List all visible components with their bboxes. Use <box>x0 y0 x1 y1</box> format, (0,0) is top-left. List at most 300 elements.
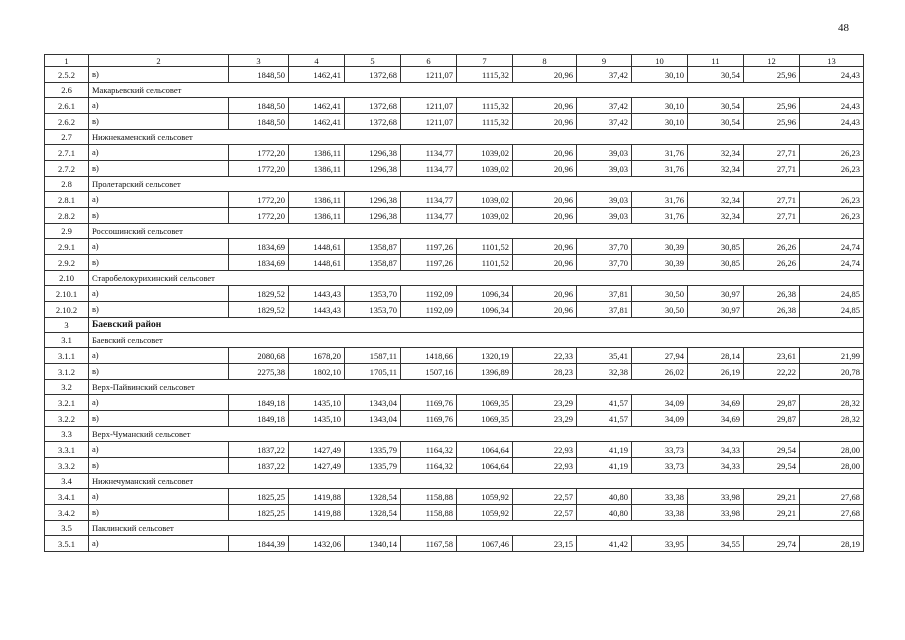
value-cell: 1448,61 <box>289 255 345 271</box>
value-cell: 34,33 <box>688 458 744 474</box>
row-code-cell: 3.1 <box>45 333 89 348</box>
value-cell: 1802,10 <box>289 364 345 380</box>
value-cell: 26,26 <box>744 239 800 255</box>
value-cell: 1772,20 <box>229 145 289 161</box>
row-mark-cell: а) <box>89 395 229 411</box>
row-code-cell: 2.6 <box>45 83 89 98</box>
row-code-cell: 3.1.2 <box>45 364 89 380</box>
column-number-cell: 9 <box>577 55 632 67</box>
value-cell: 2275,38 <box>229 364 289 380</box>
value-cell: 1848,50 <box>229 114 289 130</box>
value-cell: 1134,77 <box>401 161 457 177</box>
subheader-row <box>45 130 864 145</box>
table-row <box>45 505 864 521</box>
value-cell: 34,09 <box>632 395 688 411</box>
value-cell: 1419,88 <box>289 505 345 521</box>
value-cell: 37,42 <box>577 67 632 83</box>
value-cell: 31,76 <box>632 145 688 161</box>
row-mark-cell: в) <box>89 302 229 318</box>
value-cell: 1064,64 <box>457 458 513 474</box>
value-cell: 1069,35 <box>457 395 513 411</box>
row-code-cell: 2.8.1 <box>45 192 89 208</box>
value-cell: 37,81 <box>577 286 632 302</box>
council-title: Россошинский сельсовет <box>89 224 864 239</box>
value-cell: 33,38 <box>632 505 688 521</box>
value-cell: 23,61 <box>744 348 800 364</box>
value-cell: 20,96 <box>513 192 577 208</box>
subheader-row <box>45 427 864 442</box>
value-cell: 20,96 <box>513 208 577 224</box>
value-cell: 26,26 <box>744 255 800 271</box>
table-row <box>45 442 864 458</box>
value-cell: 1443,43 <box>289 302 345 318</box>
value-cell: 29,21 <box>744 489 800 505</box>
value-cell: 1825,25 <box>229 505 289 521</box>
value-cell: 1211,07 <box>401 114 457 130</box>
row-code-cell: 3.5 <box>45 521 89 536</box>
row-code-cell: 3.1.1 <box>45 348 89 364</box>
value-cell: 1039,02 <box>457 161 513 177</box>
value-cell: 30,50 <box>632 302 688 318</box>
value-cell: 34,09 <box>632 411 688 427</box>
value-cell: 24,74 <box>800 255 864 271</box>
column-number-cell: 12 <box>744 55 800 67</box>
table-row <box>45 161 864 177</box>
row-code-cell: 3.4.1 <box>45 489 89 505</box>
table-row <box>45 114 864 130</box>
column-number-cell: 8 <box>513 55 577 67</box>
value-cell: 32,38 <box>577 364 632 380</box>
row-mark-cell: а) <box>89 239 229 255</box>
value-cell: 25,96 <box>744 114 800 130</box>
value-cell: 1039,02 <box>457 145 513 161</box>
value-cell: 20,96 <box>513 239 577 255</box>
value-cell: 27,71 <box>744 145 800 161</box>
row-code-cell: 3.2.2 <box>45 411 89 427</box>
value-cell: 33,98 <box>688 489 744 505</box>
value-cell: 40,80 <box>577 489 632 505</box>
table-row <box>45 364 864 380</box>
column-number-cell: 5 <box>345 55 401 67</box>
value-cell: 1158,88 <box>401 489 457 505</box>
value-cell: 22,57 <box>513 489 577 505</box>
value-cell: 34,69 <box>688 395 744 411</box>
value-cell: 2080,68 <box>229 348 289 364</box>
value-cell: 30,10 <box>632 67 688 83</box>
value-cell: 28,32 <box>800 411 864 427</box>
value-cell: 1462,41 <box>289 114 345 130</box>
row-code-cell: 2.9.2 <box>45 255 89 271</box>
value-cell: 41,57 <box>577 395 632 411</box>
value-cell: 20,96 <box>513 255 577 271</box>
value-cell: 32,34 <box>688 161 744 177</box>
value-cell: 1386,11 <box>289 208 345 224</box>
value-cell: 30,54 <box>688 98 744 114</box>
value-cell: 1435,10 <box>289 395 345 411</box>
value-cell: 1419,88 <box>289 489 345 505</box>
value-cell: 26,23 <box>800 145 864 161</box>
subheader-row <box>45 177 864 192</box>
row-code-cell: 2.8.2 <box>45 208 89 224</box>
value-cell: 1848,50 <box>229 98 289 114</box>
value-cell: 41,57 <box>577 411 632 427</box>
value-cell: 1211,07 <box>401 98 457 114</box>
council-title: Пролетарский сельсовет <box>89 177 864 192</box>
value-cell: 30,97 <box>688 302 744 318</box>
row-mark-cell: а) <box>89 192 229 208</box>
value-cell: 1059,92 <box>457 505 513 521</box>
value-cell: 26,23 <box>800 192 864 208</box>
value-cell: 37,70 <box>577 239 632 255</box>
row-code-cell: 2.7.2 <box>45 161 89 177</box>
value-cell: 22,93 <box>513 442 577 458</box>
value-cell: 34,69 <box>688 411 744 427</box>
value-cell: 1192,09 <box>401 286 457 302</box>
value-cell: 39,03 <box>577 145 632 161</box>
column-number-cell: 1 <box>45 55 89 67</box>
value-cell: 23,29 <box>513 395 577 411</box>
row-mark-cell: в) <box>89 67 229 83</box>
council-title: Верх-Чуманский сельсовет <box>89 427 864 442</box>
value-cell: 29,21 <box>744 505 800 521</box>
value-cell: 1134,77 <box>401 208 457 224</box>
column-number-row <box>45 55 864 67</box>
row-code-cell: 3.4 <box>45 474 89 489</box>
value-cell: 20,96 <box>513 98 577 114</box>
value-cell: 1825,25 <box>229 489 289 505</box>
value-cell: 1134,77 <box>401 192 457 208</box>
value-cell: 1386,11 <box>289 161 345 177</box>
value-cell: 28,00 <box>800 442 864 458</box>
value-cell: 26,23 <box>800 208 864 224</box>
column-number-cell: 7 <box>457 55 513 67</box>
table-row <box>45 395 864 411</box>
value-cell: 28,32 <box>800 395 864 411</box>
row-mark-cell: а) <box>89 98 229 114</box>
value-cell: 20,96 <box>513 67 577 83</box>
value-cell: 1448,61 <box>289 239 345 255</box>
value-cell: 1197,26 <box>401 239 457 255</box>
value-cell: 41,19 <box>577 442 632 458</box>
value-cell: 1158,88 <box>401 505 457 521</box>
value-cell: 1320,19 <box>457 348 513 364</box>
value-cell: 22,57 <box>513 505 577 521</box>
value-cell: 26,19 <box>688 364 744 380</box>
value-cell: 35,41 <box>577 348 632 364</box>
value-cell: 29,54 <box>744 458 800 474</box>
value-cell: 24,43 <box>800 98 864 114</box>
row-code-cell: 2.9.1 <box>45 239 89 255</box>
value-cell: 30,39 <box>632 239 688 255</box>
row-code-cell: 2.10.2 <box>45 302 89 318</box>
value-cell: 1335,79 <box>345 442 401 458</box>
value-cell: 1372,68 <box>345 98 401 114</box>
value-cell: 33,95 <box>632 536 688 552</box>
value-cell: 1443,43 <box>289 286 345 302</box>
row-mark-cell: в) <box>89 255 229 271</box>
row-mark-cell: а) <box>89 348 229 364</box>
value-cell: 1169,76 <box>401 411 457 427</box>
subheader-row <box>45 474 864 489</box>
row-code-cell: 2.8 <box>45 177 89 192</box>
column-number-cell: 11 <box>688 55 744 67</box>
value-cell: 1059,92 <box>457 489 513 505</box>
value-cell: 1164,32 <box>401 458 457 474</box>
column-number-cell: 3 <box>229 55 289 67</box>
value-cell: 1386,11 <box>289 192 345 208</box>
value-cell: 1169,76 <box>401 395 457 411</box>
row-mark-cell: в) <box>89 208 229 224</box>
value-cell: 26,02 <box>632 364 688 380</box>
table-row <box>45 348 864 364</box>
council-title: Верх-Пайвинский сельсовет <box>89 380 864 395</box>
value-cell: 1039,02 <box>457 208 513 224</box>
value-cell: 37,81 <box>577 302 632 318</box>
column-number-cell: 13 <box>800 55 864 67</box>
table-row <box>45 239 864 255</box>
row-code-cell: 2.9 <box>45 224 89 239</box>
row-code-cell: 3.3.1 <box>45 442 89 458</box>
value-cell: 28,23 <box>513 364 577 380</box>
value-cell: 1396,89 <box>457 364 513 380</box>
value-cell: 1772,20 <box>229 161 289 177</box>
value-cell: 20,96 <box>513 145 577 161</box>
value-cell: 1328,54 <box>345 489 401 505</box>
value-cell: 40,80 <box>577 505 632 521</box>
row-code-cell: 2.10.1 <box>45 286 89 302</box>
value-cell: 1064,64 <box>457 442 513 458</box>
row-code-cell: 3 <box>45 318 89 333</box>
row-code-cell: 3.3 <box>45 427 89 442</box>
value-cell: 29,87 <box>744 411 800 427</box>
value-cell: 1353,70 <box>345 302 401 318</box>
row-mark-cell: а) <box>89 536 229 552</box>
value-cell: 1358,87 <box>345 255 401 271</box>
value-cell: 1829,52 <box>229 286 289 302</box>
value-cell: 27,71 <box>744 192 800 208</box>
value-cell: 1705,11 <box>345 364 401 380</box>
value-cell: 1772,20 <box>229 192 289 208</box>
column-number-cell: 6 <box>401 55 457 67</box>
subheader-row <box>45 521 864 536</box>
value-cell: 28,14 <box>688 348 744 364</box>
value-cell: 1834,69 <box>229 255 289 271</box>
row-mark-cell: в) <box>89 114 229 130</box>
table-row <box>45 208 864 224</box>
value-cell: 1343,04 <box>345 411 401 427</box>
value-cell: 1067,46 <box>457 536 513 552</box>
value-cell: 39,03 <box>577 192 632 208</box>
value-cell: 1101,52 <box>457 239 513 255</box>
value-cell: 39,03 <box>577 161 632 177</box>
value-cell: 1115,32 <box>457 98 513 114</box>
value-cell: 1358,87 <box>345 239 401 255</box>
row-code-cell: 3.5.1 <box>45 536 89 552</box>
value-cell: 1069,35 <box>457 411 513 427</box>
row-mark-cell: в) <box>89 458 229 474</box>
value-cell: 1837,22 <box>229 458 289 474</box>
value-cell: 1772,20 <box>229 208 289 224</box>
value-cell: 30,54 <box>688 114 744 130</box>
value-cell: 1386,11 <box>289 145 345 161</box>
value-cell: 37,42 <box>577 98 632 114</box>
row-code-cell: 2.7 <box>45 130 89 145</box>
row-mark-cell: в) <box>89 411 229 427</box>
value-cell: 33,73 <box>632 458 688 474</box>
table-row <box>45 145 864 161</box>
subheader-row <box>45 271 864 286</box>
value-cell: 24,43 <box>800 67 864 83</box>
value-cell: 30,10 <box>632 98 688 114</box>
row-mark-cell: а) <box>89 145 229 161</box>
value-cell: 37,70 <box>577 255 632 271</box>
value-cell: 1372,68 <box>345 67 401 83</box>
row-mark-cell: а) <box>89 286 229 302</box>
table-header <box>45 55 864 67</box>
value-cell: 1343,04 <box>345 395 401 411</box>
row-code-cell: 2.10 <box>45 271 89 286</box>
value-cell: 1296,38 <box>345 192 401 208</box>
value-cell: 1849,18 <box>229 395 289 411</box>
value-cell: 1192,09 <box>401 302 457 318</box>
value-cell: 1115,32 <box>457 67 513 83</box>
row-mark-cell: в) <box>89 505 229 521</box>
value-cell: 1418,66 <box>401 348 457 364</box>
district-title: Баевский район <box>89 318 864 333</box>
value-cell: 24,74 <box>800 239 864 255</box>
value-cell: 1837,22 <box>229 442 289 458</box>
column-number-cell: 10 <box>632 55 688 67</box>
value-cell: 1296,38 <box>345 145 401 161</box>
value-cell: 1296,38 <box>345 208 401 224</box>
value-cell: 34,55 <box>688 536 744 552</box>
value-cell: 1849,18 <box>229 411 289 427</box>
value-cell: 20,78 <box>800 364 864 380</box>
value-cell: 23,29 <box>513 411 577 427</box>
value-cell: 33,38 <box>632 489 688 505</box>
table-row <box>45 302 864 318</box>
value-cell: 25,96 <box>744 98 800 114</box>
value-cell: 1829,52 <box>229 302 289 318</box>
subheader-row <box>45 333 864 348</box>
subheader-row <box>45 83 864 98</box>
district-header-row <box>45 318 864 333</box>
table-row <box>45 458 864 474</box>
value-cell: 32,34 <box>688 208 744 224</box>
value-cell: 31,76 <box>632 192 688 208</box>
value-cell: 37,42 <box>577 114 632 130</box>
value-cell: 33,73 <box>632 442 688 458</box>
value-cell: 1167,58 <box>401 536 457 552</box>
value-cell: 32,34 <box>688 192 744 208</box>
value-cell: 1435,10 <box>289 411 345 427</box>
value-cell: 28,00 <box>800 458 864 474</box>
value-cell: 26,23 <box>800 161 864 177</box>
value-cell: 1462,41 <box>289 98 345 114</box>
value-cell: 1039,02 <box>457 192 513 208</box>
value-cell: 22,33 <box>513 348 577 364</box>
value-cell: 41,42 <box>577 536 632 552</box>
value-cell: 1372,68 <box>345 114 401 130</box>
value-cell: 27,71 <box>744 208 800 224</box>
row-code-cell: 3.3.2 <box>45 458 89 474</box>
value-cell: 1096,34 <box>457 286 513 302</box>
row-mark-cell: а) <box>89 489 229 505</box>
table-row <box>45 192 864 208</box>
row-code-cell: 2.5.2 <box>45 67 89 83</box>
data-table <box>44 54 864 552</box>
value-cell: 23,15 <box>513 536 577 552</box>
value-cell: 30,39 <box>632 255 688 271</box>
table-row <box>45 98 864 114</box>
council-title: Нижнекаменский сельсовет <box>89 130 864 145</box>
council-title: Баевский сельсовет <box>89 333 864 348</box>
council-title: Старобелокурихинский сельсовет <box>89 271 864 286</box>
value-cell: 27,71 <box>744 161 800 177</box>
value-cell: 30,10 <box>632 114 688 130</box>
value-cell: 1340,14 <box>345 536 401 552</box>
table-row <box>45 411 864 427</box>
table-row <box>45 255 864 271</box>
value-cell: 25,96 <box>744 67 800 83</box>
value-cell: 22,93 <box>513 458 577 474</box>
table-body <box>45 67 864 552</box>
value-cell: 41,19 <box>577 458 632 474</box>
value-cell: 1848,50 <box>229 67 289 83</box>
row-code-cell: 3.4.2 <box>45 505 89 521</box>
value-cell: 33,98 <box>688 505 744 521</box>
table-row <box>45 489 864 505</box>
value-cell: 30,85 <box>688 255 744 271</box>
row-mark-cell: в) <box>89 161 229 177</box>
value-cell: 24,85 <box>800 286 864 302</box>
value-cell: 1678,20 <box>289 348 345 364</box>
table-row <box>45 536 864 552</box>
subheader-row <box>45 224 864 239</box>
value-cell: 1101,52 <box>457 255 513 271</box>
row-code-cell: 3.2 <box>45 380 89 395</box>
value-cell: 30,97 <box>688 286 744 302</box>
value-cell: 1507,16 <box>401 364 457 380</box>
value-cell: 1844,39 <box>229 536 289 552</box>
value-cell: 26,38 <box>744 286 800 302</box>
value-cell: 29,87 <box>744 395 800 411</box>
value-cell: 29,54 <box>744 442 800 458</box>
value-cell: 31,76 <box>632 208 688 224</box>
value-cell: 1115,32 <box>457 114 513 130</box>
value-cell: 1587,11 <box>345 348 401 364</box>
value-cell: 22,22 <box>744 364 800 380</box>
column-number-cell: 4 <box>289 55 345 67</box>
row-mark-cell: в) <box>89 364 229 380</box>
council-title: Нижнечуманский сельсовет <box>89 474 864 489</box>
value-cell: 34,33 <box>688 442 744 458</box>
value-cell: 1197,26 <box>401 255 457 271</box>
value-cell: 29,74 <box>744 536 800 552</box>
row-code-cell: 2.6.1 <box>45 98 89 114</box>
value-cell: 1353,70 <box>345 286 401 302</box>
column-number-cell: 2 <box>89 55 229 67</box>
value-cell: 1462,41 <box>289 67 345 83</box>
value-cell: 20,96 <box>513 161 577 177</box>
row-mark-cell: а) <box>89 442 229 458</box>
value-cell: 20,96 <box>513 302 577 318</box>
table-row <box>45 67 864 83</box>
value-cell: 24,43 <box>800 114 864 130</box>
value-cell: 27,68 <box>800 505 864 521</box>
value-cell: 1164,32 <box>401 442 457 458</box>
value-cell: 21,99 <box>800 348 864 364</box>
